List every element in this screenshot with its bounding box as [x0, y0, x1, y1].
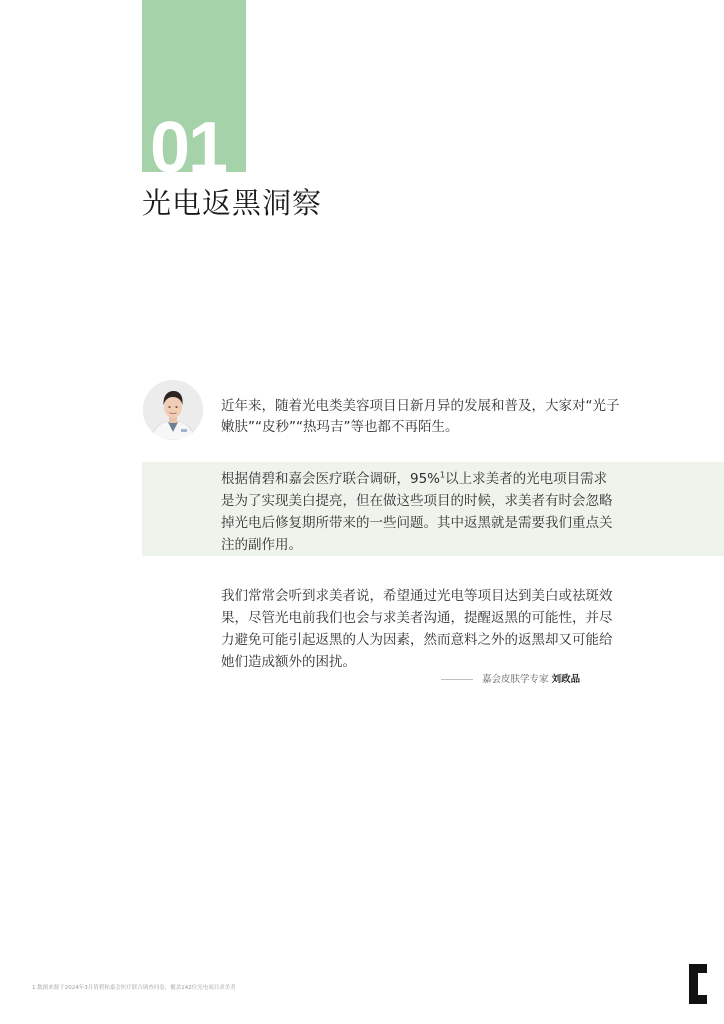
section-number: 01 [150, 108, 227, 172]
footnote-reference: 1 [440, 470, 446, 480]
highlight-text-before: 根据倩碧和嘉会医疗联合调研，95% [221, 471, 441, 487]
clinique-c-logo-icon [686, 963, 708, 1005]
doctor-portrait-icon [143, 380, 203, 440]
highlight-text-after: 以上求美者的光电项目需求是为了实现美白提亮，但在做这些项目的时候，求美者有时会忽略掉光电后修复期所带来的一些问题。其中返黑就是需要我们重点关注的副作用。 [221, 471, 613, 553]
section-title: 光电返黑洞察 [142, 186, 323, 220]
attribution-divider [441, 679, 473, 680]
footnote: 1.数据来源于2024年3月倩碧和嘉会医疗联合调查问卷，覆盖142位光电项目求美者 [32, 985, 236, 991]
quote-attribution [441, 672, 581, 688]
doctor-avatar [143, 380, 203, 440]
attribution-title: 嘉会皮肤学专家 [482, 674, 549, 685]
intro-paragraph: 近年来，随着光电类美容项目日新月异的发展和普及，大家对“光子嫩肤”“皮秒”“热玛吉”等也都不再陌生。 [221, 398, 620, 435]
highlight-paragraph [221, 468, 616, 556]
quote-paragraph: 我们常常会听到求美者说，希望通过光电等项目达到美白或祛斑效果，尽管光电前我们也会与求美者沟通，提醒返黑的可能性，并尽力避免可能引起返黑的人为因素，然而意料之外的返黑却又可能给她们造成额外的困扰。 [221, 588, 613, 670]
attribution-name: 刘政品 [551, 674, 581, 685]
